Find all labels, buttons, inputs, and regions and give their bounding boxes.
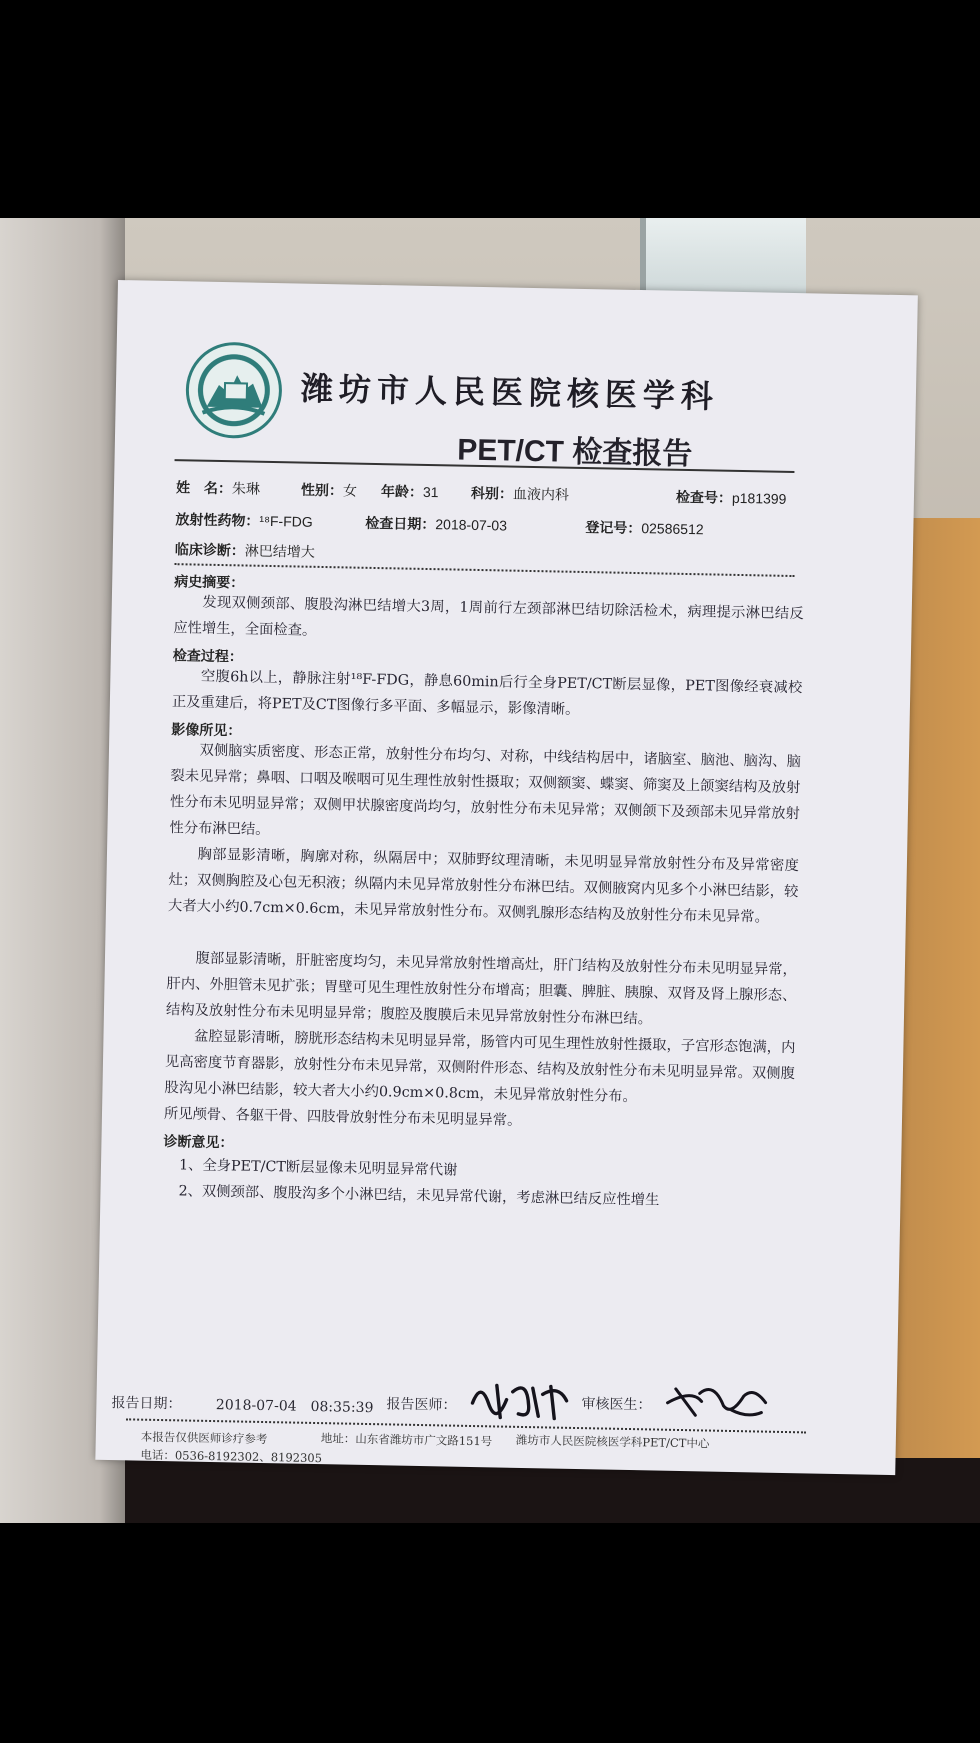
report-header — [185, 341, 847, 472]
reporting-doctor-signature — [466, 1373, 577, 1425]
name-label: 姓 名： — [175, 479, 233, 497]
hospital-address: 地址：山东省潍坊市广文路151号 — [320, 1431, 493, 1449]
patient-sex: 女 — [342, 482, 358, 499]
history-title: 病史摘要： — [174, 573, 245, 591]
findings-paragraph: 双侧脑实质密度、形态正常，放射性分布均匀、对称，中线结构居中，诸脑室、脑池、脑沟、脑裂未见异常；鼻咽、口咽及喉咽可见生理性放射性摄取；双侧额窦、蝶窦、筛窦及上颌窦结构及放射性分布未见明显异常；双侧甲状腺密度尚均匀，放射性分布未见异常；双侧颌下及颈部未见异常放射性分布淋巴结。 — [169, 742, 802, 839]
procedure-text: 空腹6h以上，静脉注射¹⁸F-FDG，静息60min后行全身PET/CT断层显像，PET图像经衰减校正及重建后，将PET及CT图像行多平面、多幅显示，影像清晰。 — [171, 668, 803, 718]
phone-numbers: 电话：0536-8192302、8192305 — [140, 1447, 323, 1466]
reviewer-signature — [661, 1371, 772, 1423]
department-label: 科别： — [470, 484, 514, 502]
history-text: 发现双侧颈部、腹股沟淋巴结增大3周，1周前行左颈部淋巴结切除活检术，病理提示淋巴结反应性增生，全面检查。 — [173, 594, 804, 639]
patient-info-row-2 — [175, 509, 815, 541]
clinical-dx-label: 临床诊断： — [174, 541, 245, 559]
diagnosis-item: 1、全身PET/CT断层显像未见明显异常代谢 — [178, 1157, 458, 1179]
patient-info-row-1 — [176, 477, 816, 509]
hospital-logo-icon — [185, 341, 283, 439]
findings-paragraph: 盆腔显影清晰，膀胱形态结构未见明显异常，肠管内可见生理性放射性摄取，子宫形态饱满，内见高密度节育器影，放射性分布未见异常，双侧附件形态、结构及放射性分布未见明显异常。双侧腹股沟见小淋巴结影，较大者大小约0.9cm×0.8cm，未见异常放射性分布。 — [164, 1028, 796, 1106]
exam-number: p181399 — [731, 489, 787, 507]
reviewer-label: 审核医生： — [581, 1396, 652, 1414]
register-no-label: 登记号： — [585, 519, 642, 537]
exam-no-label: 检查号： — [675, 488, 733, 506]
pet-ct-center: 潍坊市人民医院核医学科PET/CT中心 — [515, 1432, 710, 1451]
patient-age: 31 — [422, 483, 439, 501]
findings-tail: 所见颅骨、各躯干骨、四肢骨放射性分布未见明显异常。 — [163, 1106, 522, 1129]
sex-label: 性别： — [300, 481, 344, 499]
clinical-dx-value: 淋巴结增大 — [244, 542, 315, 560]
exam-date: 2018-07-03 — [435, 516, 508, 534]
report-date-row — [111, 1392, 373, 1417]
reporting-doctor-label: 报告医师： — [386, 1396, 457, 1414]
register-number: 02586512 — [641, 520, 704, 538]
patient-name: 朱琳 — [231, 480, 261, 497]
procedure-title: 检查过程： — [172, 647, 243, 665]
patient-department: 血液内科 — [512, 485, 570, 503]
disclaimer: 本报告仅供医师诊疗参考 — [140, 1429, 268, 1447]
age-label: 年龄： — [380, 483, 424, 500]
hospital-name: 潍坊市人民医院核医学科 — [300, 369, 720, 416]
report-paper — [95, 280, 918, 1475]
diagnosis-title: 诊断意见： — [163, 1133, 234, 1151]
findings-paragraph: 胸部显影清晰，胸廓对称，纵隔居中；双肺野纹理清晰，未见明显异常放射性分布及异常密度灶；双侧胸腔及心包无积液；纵隔内未见异常放射性分布淋巴结。双侧腋窝内见多个小淋巴结影，较大者大小约0.7cm×0.6cm，未见异常放射性分布。双侧乳腺形态结构及放射性分布未见异常。 — [167, 846, 800, 926]
exam-date-label: 检查日期： — [365, 514, 436, 533]
findings-title: 影像所见： — [171, 721, 242, 739]
tracer-label: 放射性药物： — [175, 511, 260, 529]
diagnosis-item: 2、双侧颈部、腹股沟多个小淋巴结，未见异常代谢，考虑淋巴结反应性增生 — [178, 1183, 660, 1209]
findings-paragraph: 腹部显影清晰，肝脏密度均匀，未见异常放射性增高灶，肝门结构及放射性分布未见明显异常，肝内、外胆管未见扩张；胃壁可见生理性放射性分布增高；胆囊、脾脏、胰腺、双肾及肾上腺形态、结构及放射性分布未见明显异常；腹腔及腹膜后未见异常放射性分布淋巴结。 — [165, 950, 798, 1028]
report-title: PET/CT 检查报告 — [456, 433, 693, 472]
report-date-label: 报告日期： — [111, 1395, 182, 1413]
report-date: 2018-07-04 08:35:39 — [215, 1397, 374, 1417]
tracer-value: ¹⁸F-FDG — [259, 512, 313, 530]
